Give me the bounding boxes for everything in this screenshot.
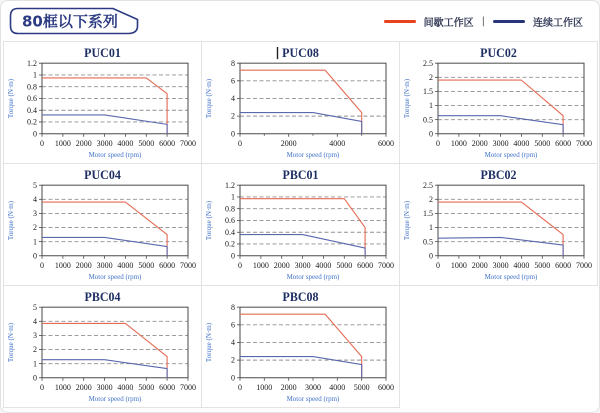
svg-text:1: 1 bbox=[230, 192, 235, 202]
svg-text:1.5: 1.5 bbox=[422, 209, 433, 219]
legend-label-intermittent: 间歇工作区 bbox=[423, 17, 474, 29]
svg-text:2000: 2000 bbox=[75, 382, 92, 392]
svg-text:8: 8 bbox=[230, 58, 235, 68]
svg-text:5000: 5000 bbox=[137, 138, 154, 148]
svg-text:0: 0 bbox=[39, 382, 44, 392]
svg-text:5000: 5000 bbox=[137, 382, 154, 392]
svg-text:Torque (N·m): Torque (N·m) bbox=[6, 78, 15, 119]
svg-text:0: 0 bbox=[435, 260, 440, 270]
svg-text:3000: 3000 bbox=[492, 260, 509, 270]
svg-text:3000: 3000 bbox=[96, 382, 113, 392]
svg-text:4: 4 bbox=[230, 94, 235, 104]
svg-text:2: 2 bbox=[428, 72, 433, 82]
svg-text:5000: 5000 bbox=[353, 382, 370, 392]
svg-text:3: 3 bbox=[32, 209, 37, 219]
svg-text:0: 0 bbox=[237, 382, 242, 392]
svg-text:2000: 2000 bbox=[280, 382, 297, 392]
chart-plot-PBC04 bbox=[4, 286, 201, 407]
svg-text:Motor speed (rpm): Motor speed (rpm) bbox=[88, 272, 141, 281]
svg-text:2000: 2000 bbox=[75, 138, 92, 148]
svg-text:0.4: 0.4 bbox=[26, 105, 37, 115]
chart-cell-PBC02 bbox=[400, 164, 598, 286]
svg-text:3000: 3000 bbox=[96, 260, 113, 270]
svg-text:PUC04: PUC04 bbox=[83, 168, 121, 183]
svg-text:3000: 3000 bbox=[492, 138, 509, 148]
svg-text:8: 8 bbox=[230, 302, 235, 312]
svg-text:2000: 2000 bbox=[273, 260, 290, 270]
svg-text:4000: 4000 bbox=[116, 260, 133, 270]
svg-text:2: 2 bbox=[230, 111, 235, 121]
svg-text:0: 0 bbox=[428, 129, 433, 139]
svg-text:0: 0 bbox=[230, 251, 235, 261]
svg-text:PUC08: PUC08 bbox=[281, 46, 319, 61]
svg-text:6000: 6000 bbox=[377, 138, 394, 148]
svg-text:4: 4 bbox=[230, 338, 235, 348]
svg-text:2000: 2000 bbox=[471, 138, 488, 148]
svg-text:PUC01: PUC01 bbox=[83, 46, 121, 61]
svg-text:PBC04: PBC04 bbox=[83, 290, 121, 305]
chart-cell-PUC01 bbox=[4, 42, 202, 164]
legend bbox=[384, 14, 583, 29]
charts-grid bbox=[3, 41, 598, 408]
svg-text:4000: 4000 bbox=[314, 260, 331, 270]
svg-text:6000: 6000 bbox=[356, 260, 373, 270]
svg-text:5000: 5000 bbox=[335, 260, 352, 270]
svg-text:1000: 1000 bbox=[450, 138, 467, 148]
svg-text:4000: 4000 bbox=[116, 138, 133, 148]
svg-text:4000: 4000 bbox=[328, 138, 345, 148]
svg-text:0: 0 bbox=[230, 129, 235, 139]
svg-text:2: 2 bbox=[428, 194, 433, 204]
legend-label-continuous: 连续工作区 bbox=[533, 17, 583, 29]
svg-text:1: 1 bbox=[428, 223, 433, 233]
svg-text:6000: 6000 bbox=[377, 382, 394, 392]
title-badge bbox=[9, 7, 139, 35]
svg-text:1000: 1000 bbox=[450, 260, 467, 270]
chart-cell-PUC02 bbox=[400, 42, 598, 164]
svg-text:Motor speed (rpm): Motor speed (rpm) bbox=[286, 150, 339, 159]
svg-text:0.8: 0.8 bbox=[224, 204, 235, 214]
svg-text:2.5: 2.5 bbox=[422, 58, 433, 68]
chart-cell-PUC04 bbox=[4, 164, 202, 286]
svg-text:Motor speed (rpm): Motor speed (rpm) bbox=[286, 394, 339, 403]
legend-line-intermittent-icon bbox=[384, 20, 416, 23]
svg-text:3000: 3000 bbox=[96, 138, 113, 148]
svg-text:6: 6 bbox=[230, 76, 235, 86]
svg-text:2000: 2000 bbox=[280, 138, 297, 148]
svg-text:6000: 6000 bbox=[554, 138, 571, 148]
svg-text:Torque (N·m): Torque (N·m) bbox=[204, 200, 213, 241]
svg-text:0.4: 0.4 bbox=[224, 227, 235, 237]
svg-text:0: 0 bbox=[428, 251, 433, 261]
svg-text:Torque (N·m): Torque (N·m) bbox=[402, 200, 411, 241]
svg-text:1.2: 1.2 bbox=[224, 180, 235, 190]
svg-text:PUC02: PUC02 bbox=[479, 46, 517, 61]
chart-plot-PBC02 bbox=[400, 164, 597, 285]
svg-text:Torque (N·m): Torque (N·m) bbox=[402, 78, 411, 119]
svg-text:0: 0 bbox=[32, 129, 37, 139]
svg-text:0.2: 0.2 bbox=[224, 239, 235, 249]
svg-text:0.2: 0.2 bbox=[26, 117, 37, 127]
svg-text:7000: 7000 bbox=[179, 260, 196, 270]
svg-text:0.5: 0.5 bbox=[422, 237, 433, 247]
svg-text:0: 0 bbox=[32, 373, 37, 383]
svg-text:5: 5 bbox=[32, 302, 37, 312]
page-header bbox=[1, 1, 599, 41]
svg-text:0.5: 0.5 bbox=[422, 115, 433, 125]
svg-text:Motor speed (rpm): Motor speed (rpm) bbox=[88, 394, 141, 403]
legend-divider: | bbox=[481, 15, 485, 27]
chart-cell-PUC08 bbox=[202, 42, 400, 164]
svg-text:1.2: 1.2 bbox=[26, 58, 37, 68]
svg-text:5000: 5000 bbox=[533, 138, 550, 148]
svg-text:PBC01: PBC01 bbox=[281, 168, 319, 183]
svg-text:2.5: 2.5 bbox=[422, 180, 433, 190]
svg-text:0: 0 bbox=[230, 373, 235, 383]
chart-plot-PUC08 bbox=[202, 42, 399, 163]
svg-text:7000: 7000 bbox=[575, 260, 592, 270]
svg-text:4000: 4000 bbox=[512, 138, 529, 148]
svg-text:Torque (N·m): Torque (N·m) bbox=[6, 322, 15, 363]
chart-plot-PUC04 bbox=[4, 164, 201, 285]
svg-text:1: 1 bbox=[32, 237, 37, 247]
svg-text:6000: 6000 bbox=[158, 260, 175, 270]
svg-text:PBC02: PBC02 bbox=[479, 168, 517, 183]
svg-text:1: 1 bbox=[32, 70, 37, 80]
page-title: 80框以下系列 bbox=[22, 12, 118, 31]
svg-text:Torque (N·m): Torque (N·m) bbox=[204, 78, 213, 119]
svg-text:PBC08: PBC08 bbox=[281, 290, 319, 305]
svg-text:0.6: 0.6 bbox=[26, 94, 37, 104]
chart-cell-PBC08 bbox=[202, 286, 400, 408]
svg-text:0.6: 0.6 bbox=[224, 216, 235, 226]
svg-text:4: 4 bbox=[32, 194, 37, 204]
legend-line-continuous-icon bbox=[493, 20, 525, 23]
svg-text:0: 0 bbox=[435, 138, 440, 148]
svg-text:0: 0 bbox=[237, 138, 242, 148]
chart-plot-PBC08 bbox=[202, 286, 399, 407]
svg-text:0: 0 bbox=[39, 260, 44, 270]
svg-text:7000: 7000 bbox=[575, 138, 592, 148]
svg-text:1000: 1000 bbox=[255, 382, 272, 392]
svg-text:0.8: 0.8 bbox=[26, 82, 37, 92]
chart-cell-PBC04 bbox=[4, 286, 202, 408]
svg-text:6000: 6000 bbox=[158, 382, 175, 392]
svg-text:1: 1 bbox=[428, 101, 433, 111]
svg-text:6000: 6000 bbox=[554, 260, 571, 270]
svg-text:0: 0 bbox=[237, 260, 242, 270]
svg-text:2: 2 bbox=[32, 345, 37, 355]
svg-text:4000: 4000 bbox=[328, 382, 345, 392]
svg-text:7000: 7000 bbox=[377, 260, 394, 270]
svg-text:3: 3 bbox=[32, 331, 37, 341]
svg-text:5000: 5000 bbox=[137, 260, 154, 270]
svg-text:7000: 7000 bbox=[179, 138, 196, 148]
svg-text:7000: 7000 bbox=[179, 382, 196, 392]
svg-text:2000: 2000 bbox=[75, 260, 92, 270]
svg-text:0: 0 bbox=[39, 138, 44, 148]
svg-text:5000: 5000 bbox=[533, 260, 550, 270]
chart-plot-PBC01 bbox=[202, 164, 399, 285]
svg-text:Motor speed (rpm): Motor speed (rpm) bbox=[88, 150, 141, 159]
svg-text:3000: 3000 bbox=[294, 260, 311, 270]
svg-text:Torque (N·m): Torque (N·m) bbox=[204, 322, 213, 363]
chart-plot-PUC02 bbox=[400, 42, 597, 163]
chart-cell-PBC01 bbox=[202, 164, 400, 286]
svg-text:5: 5 bbox=[32, 180, 37, 190]
svg-text:1000: 1000 bbox=[252, 260, 269, 270]
svg-text:4000: 4000 bbox=[512, 260, 529, 270]
svg-text:Motor speed (rpm): Motor speed (rpm) bbox=[484, 150, 537, 159]
svg-text:4: 4 bbox=[32, 316, 37, 326]
svg-text:1000: 1000 bbox=[54, 382, 71, 392]
svg-text:6000: 6000 bbox=[158, 138, 175, 148]
svg-text:2: 2 bbox=[230, 355, 235, 365]
svg-text:3000: 3000 bbox=[304, 382, 321, 392]
chart-plot-PUC01 bbox=[4, 42, 201, 163]
svg-text:Torque (N·m): Torque (N·m) bbox=[6, 200, 15, 241]
svg-text:Motor speed (rpm): Motor speed (rpm) bbox=[484, 272, 537, 281]
svg-text:1: 1 bbox=[32, 359, 37, 369]
svg-text:0: 0 bbox=[32, 251, 37, 261]
svg-text:1000: 1000 bbox=[54, 138, 71, 148]
svg-text:2000: 2000 bbox=[471, 260, 488, 270]
svg-text:4000: 4000 bbox=[116, 382, 133, 392]
svg-text:1000: 1000 bbox=[54, 260, 71, 270]
svg-text:1.5: 1.5 bbox=[422, 87, 433, 97]
svg-text:6: 6 bbox=[230, 320, 235, 330]
svg-text:Motor speed (rpm): Motor speed (rpm) bbox=[286, 272, 339, 281]
svg-text:2: 2 bbox=[32, 223, 37, 233]
